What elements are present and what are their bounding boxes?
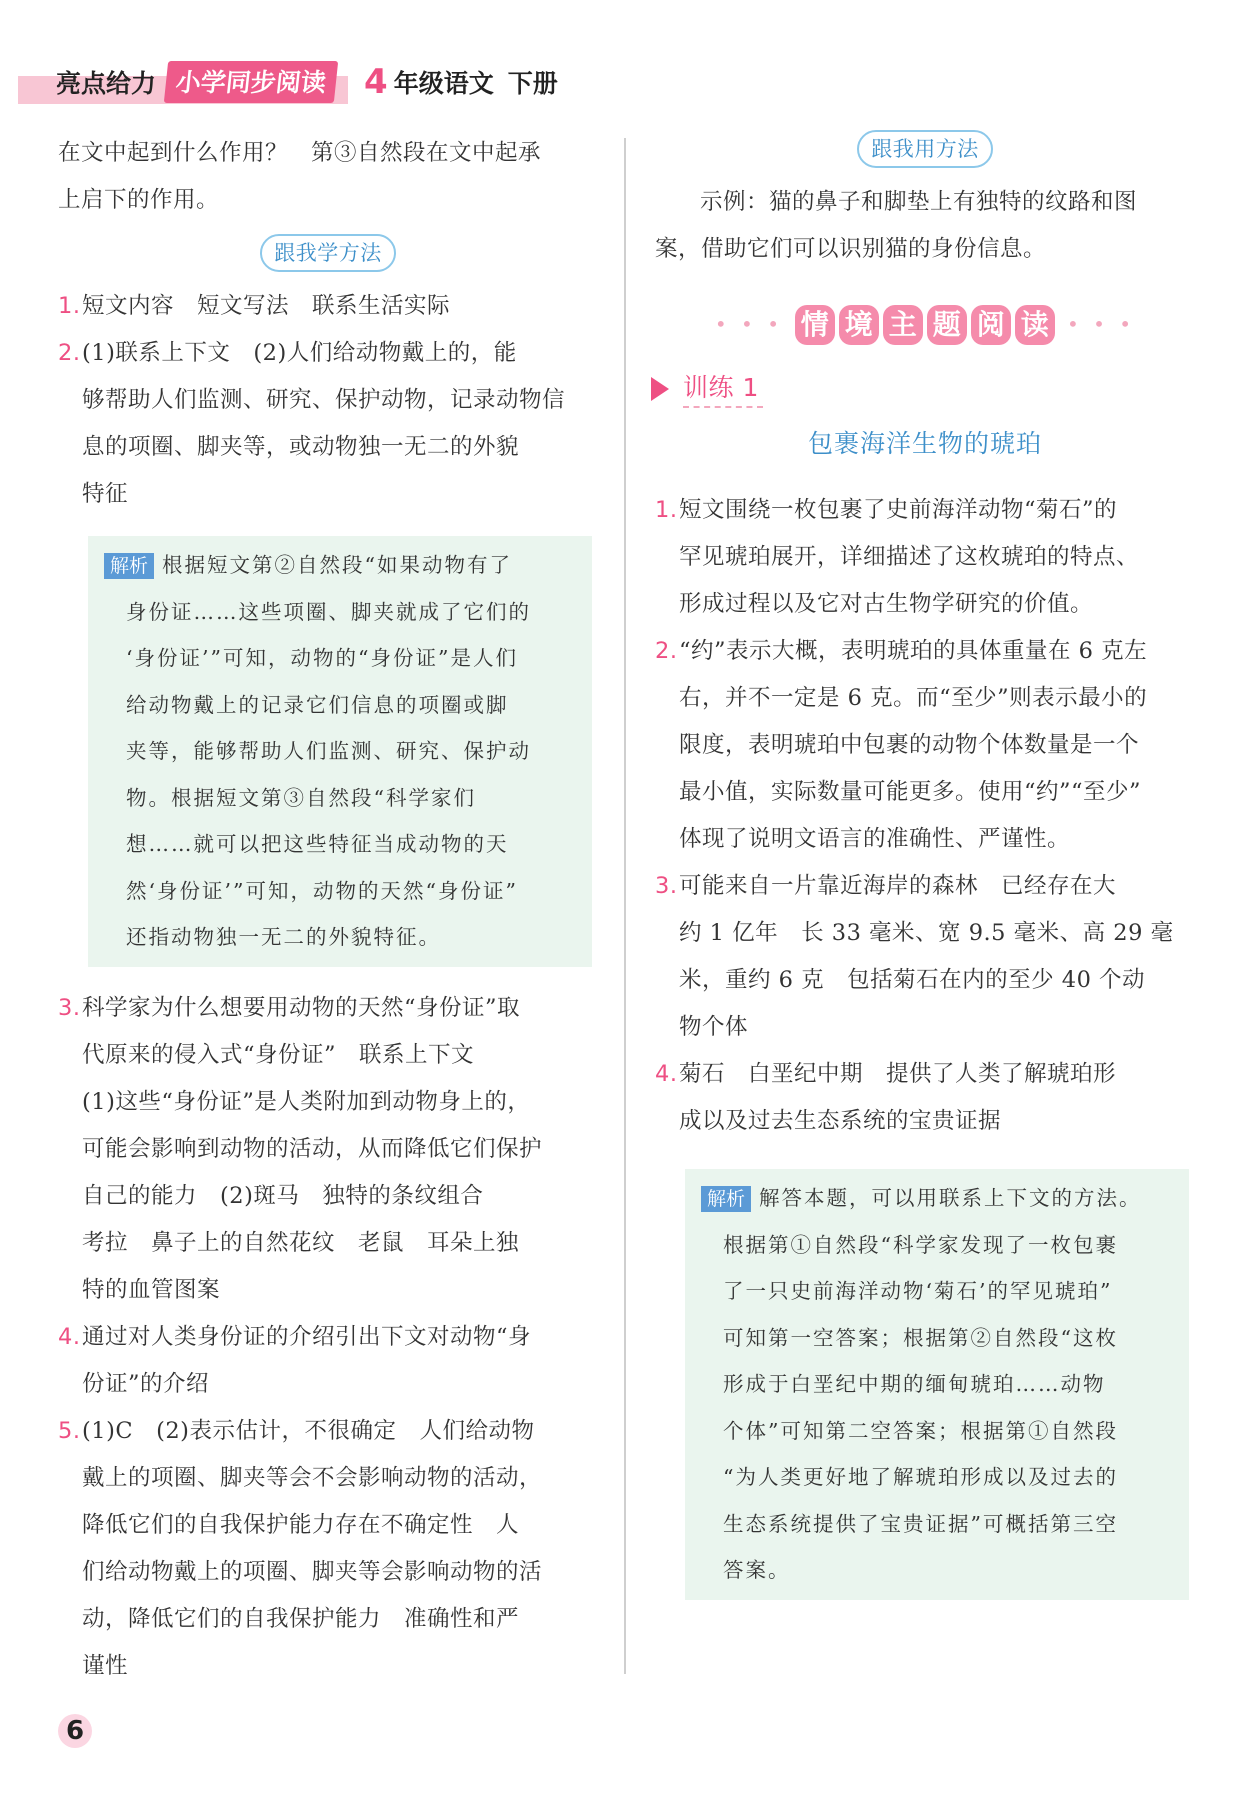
text-line: 谨性 <box>82 1652 129 1679</box>
text-line: (1)C (2)表示估计，不很确定 人们给动物 <box>82 1417 535 1444</box>
item-number: 5. <box>58 1417 81 1444</box>
answer-item <box>655 628 1195 863</box>
grade-number: 4 <box>364 62 388 102</box>
text-line: 动，降低它们的自我保护能力 准确性和严 <box>82 1605 520 1632</box>
dots-decor: • • • <box>1067 312 1136 336</box>
item-number: 1. <box>655 497 678 523</box>
text-line: (1)这些“身份证”是人类附加到动物身上的， <box>82 1088 531 1115</box>
text-line: 解析 根据短文第②自然段“如果动物有了 <box>126 542 574 589</box>
analysis-box <box>88 536 592 967</box>
item-number: 4. <box>655 1061 678 1087</box>
text-line: 然‘身份证’”可知，动物的天然“身份证” <box>126 878 518 903</box>
text-line: 案，借助它们可以识别猫的身份信息。 <box>655 236 1047 262</box>
text-line: ‘身份证’”可知，动物的“身份证”是人们 <box>126 646 518 670</box>
right-column <box>655 130 1195 1618</box>
theme-char: 主 <box>883 305 923 345</box>
article-title: 包裹海洋生物的琥珀 <box>807 429 1042 458</box>
text-line: 们给动物戴上的项圈、脚夹等会影响动物的活 <box>82 1558 543 1585</box>
text-line: 特征 <box>82 481 129 507</box>
item-number: 3. <box>58 994 81 1021</box>
text-line: 生态系统提供了宝贵证据”可概括第三空 <box>723 1511 1118 1536</box>
item-number: 4. <box>58 1323 81 1350</box>
theme-char: 境 <box>839 305 879 345</box>
text-line: 物。根据短文第③自然段“科学家们 <box>126 785 476 810</box>
item-number: 1. <box>58 293 81 319</box>
text-line: 特的血管图案 <box>82 1276 221 1303</box>
theme-char: 读 <box>1015 305 1055 345</box>
text-line: 答案。 <box>723 1558 791 1582</box>
item-number: 2. <box>655 638 678 664</box>
text-line: 物个体 <box>679 1014 749 1040</box>
answer-item <box>655 1051 1195 1145</box>
theme-heading <box>655 301 1195 348</box>
answer-item <box>58 985 598 1314</box>
answer-item <box>58 283 598 330</box>
method-pill: 跟我学方法 <box>260 234 396 272</box>
text-line: 夹等，能够帮助人们监测、研究、保护动 <box>126 739 531 763</box>
text-line: 科学家为什么想要用动物的天然“身份证”取 <box>82 994 521 1021</box>
analysis-tag: 解析 <box>104 553 154 579</box>
text-line: 通过对人类身份证的介绍引出下文对动物“身 <box>82 1323 532 1350</box>
triangle-icon <box>651 377 669 401</box>
text-line: 想……就可以把这些特征当成动物的天 <box>126 832 509 856</box>
theme-char: 情 <box>795 305 835 345</box>
text-line: 罕见琥珀展开，详细描述了这枚琥珀的特点、 <box>679 544 1140 570</box>
text-line: 可能会影响到动物的活动，从而降低它们保护 <box>82 1135 543 1162</box>
text-line: 了一只史前海洋动物‘菊石’的罕见琥珀” <box>723 1279 1113 1303</box>
text-line: 短文围绕一枚包裹了史前海洋动物“菊石”的 <box>679 497 1118 523</box>
left-column <box>58 130 598 1690</box>
answer-item <box>58 1314 598 1408</box>
answer-item <box>655 487 1195 628</box>
text-line: 在文中起到什么作用？ 第③自然段在文中起承 <box>58 140 542 166</box>
text-line: 体现了说明文语言的准确性、严谨性。 <box>679 826 1071 852</box>
column-divider <box>624 138 626 1674</box>
analysis-tag: 解析 <box>701 1186 751 1212</box>
text-line: 米，重约 6 克 包括菊石在内的至少 40 个动 <box>679 967 1146 993</box>
text-line: 右，并不一定是 6 克。而“至少”则表示最小的 <box>679 685 1148 711</box>
text-line: 身份证……这些项圈、脚夹就成了它们的 <box>126 599 531 624</box>
text-line: 解析 解答本题，可以用联系上下文的方法。 <box>723 1175 1171 1222</box>
text-line: (1)联系上下文 (2)人们给动物戴上的，能 <box>82 340 517 366</box>
text-line: “为人类更好地了解琥珀形成以及过去的 <box>723 1465 1118 1489</box>
text-line: 示例：猫的鼻子和脚垫上有独特的纹路和图 <box>700 189 1138 215</box>
text-line: 短文内容 短文写法 联系生活实际 <box>82 293 451 319</box>
grade-subject: 年级语文 <box>393 69 494 98</box>
text-line: 形成于白垩纪中期的缅甸琥珀……动物 <box>723 1372 1106 1396</box>
text-line: 限度，表明琥珀中包裹的动物个体数量是一个 <box>679 732 1140 758</box>
text-line: 上启下的作用。 <box>58 187 220 213</box>
analysis-box <box>685 1169 1189 1600</box>
text-line: 代原来的侵入式“身份证” 联系上下文 <box>82 1041 475 1068</box>
text-line: 根据第①自然段“科学家发现了一枚包裹 <box>723 1232 1118 1257</box>
brand-name: 亮点给力 <box>56 69 157 98</box>
item-number: 2. <box>58 340 81 366</box>
dots-decor: • • • <box>714 312 783 336</box>
text-line: 形成过程以及它对古生物学研究的价值。 <box>679 591 1094 617</box>
training-heading <box>651 370 1195 408</box>
item-number: 3. <box>655 873 678 899</box>
text-line: 约 1 亿年 长 33 毫米、宽 9.5 毫米、高 29 毫 <box>679 920 1174 946</box>
text-line: 自己的能力 (2)斑马 独特的条纹组合 <box>82 1182 484 1209</box>
text-line: 份证”的介绍 <box>82 1370 210 1397</box>
page-header <box>18 56 558 108</box>
answer-item <box>58 1408 598 1690</box>
text-line: 息的项圈、脚夹等，或动物独一无二的外貌 <box>82 434 520 460</box>
answer-item <box>58 330 598 518</box>
theme-char: 题 <box>927 305 967 345</box>
intro-paragraph <box>58 130 598 224</box>
series-label: 小学同步阅读 <box>164 61 338 103</box>
training-label: 训练 1 <box>683 370 763 408</box>
volume-label: 下册 <box>507 69 558 98</box>
page-number: 6 <box>58 1714 92 1748</box>
text-line: 降低它们的自我保护能力存在不确定性 人 <box>82 1511 520 1538</box>
text-line: 成以及过去生态系统的宝贵证据 <box>679 1108 1002 1134</box>
text-line: 可能来自一片靠近海岸的森林 已经存在大 <box>679 873 1117 899</box>
text-line: 还指动物独一无二的外貌特征。 <box>126 925 441 949</box>
text-line: 戴上的项圈、脚夹等会不会影响动物的活动， <box>82 1464 543 1491</box>
text-line: 够帮助人们监测、研究、保护动物，记录动物信 <box>82 387 566 413</box>
text-line: 最小值，实际数量可能更多。使用“约”“至少” <box>679 779 1142 805</box>
answer-item <box>655 863 1195 1051</box>
text-line: “约”表示大概，表明琥珀的具体重量在 6 克左 <box>679 638 1148 664</box>
use-method-pill: 跟我用方法 <box>857 130 993 168</box>
text-line: 菊石 白垩纪中期 提供了人类了解琥珀形 <box>679 1061 1117 1087</box>
example-paragraph <box>655 179 1195 226</box>
text-line: 个体”可知第二空答案；根据第①自然段 <box>723 1418 1118 1443</box>
text-line: 可知第一空答案；根据第②自然段“这枚 <box>723 1325 1118 1350</box>
text-line: 给动物戴上的记录它们信息的项圈或脚 <box>126 692 509 717</box>
text-line: 考拉 鼻子上的自然花纹 老鼠 耳朵上独 <box>82 1229 520 1256</box>
theme-char: 阅 <box>971 305 1011 345</box>
